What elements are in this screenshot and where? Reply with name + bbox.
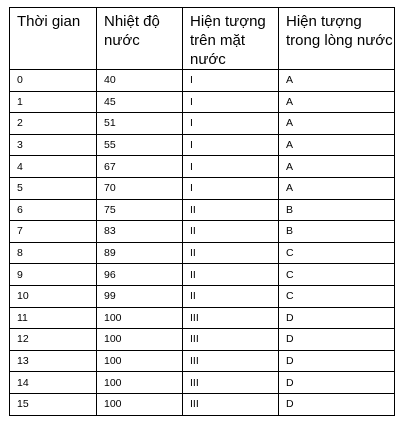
table-body <box>10 70 395 416</box>
cell-nhiet-do: 45 <box>97 91 183 113</box>
cell-tren-mat-nuoc: III <box>183 307 279 329</box>
cell-thoi-gian: 5 <box>10 177 97 199</box>
table-row <box>10 199 395 221</box>
cell-thoi-gian: 3 <box>10 134 97 156</box>
data-table <box>9 7 395 416</box>
cell-tren-mat-nuoc: I <box>183 134 279 156</box>
cell-trong-long-nuoc: D <box>279 350 395 372</box>
cell-thoi-gian: 2 <box>10 113 97 135</box>
cell-thoi-gian: 7 <box>10 221 97 243</box>
table-row <box>10 285 395 307</box>
cell-nhiet-do: 100 <box>97 372 183 394</box>
cell-nhiet-do: 55 <box>97 134 183 156</box>
cell-nhiet-do: 96 <box>97 264 183 286</box>
cell-nhiet-do: 100 <box>97 329 183 351</box>
cell-thoi-gian: 0 <box>10 70 97 92</box>
cell-tren-mat-nuoc: III <box>183 350 279 372</box>
cell-trong-long-nuoc: D <box>279 307 395 329</box>
cell-thoi-gian: 6 <box>10 199 97 221</box>
table-row <box>10 177 395 199</box>
cell-trong-long-nuoc: A <box>279 177 395 199</box>
cell-tren-mat-nuoc: III <box>183 372 279 394</box>
table-row <box>10 329 395 351</box>
header-hien-tuong-tren-mat-nuoc: Hiện tượng trên mặt nước <box>183 8 279 70</box>
header-nhiet-do-nuoc: Nhiệt độ nước <box>97 8 183 70</box>
cell-tren-mat-nuoc: II <box>183 285 279 307</box>
cell-thoi-gian: 14 <box>10 372 97 394</box>
cell-trong-long-nuoc: B <box>279 221 395 243</box>
cell-tren-mat-nuoc: III <box>183 393 279 415</box>
cell-trong-long-nuoc: C <box>279 285 395 307</box>
cell-thoi-gian: 1 <box>10 91 97 113</box>
cell-tren-mat-nuoc: I <box>183 70 279 92</box>
cell-trong-long-nuoc: A <box>279 156 395 178</box>
cell-nhiet-do: 75 <box>97 199 183 221</box>
table-row <box>10 156 395 178</box>
cell-trong-long-nuoc: D <box>279 393 395 415</box>
cell-trong-long-nuoc: C <box>279 242 395 264</box>
cell-nhiet-do: 100 <box>97 393 183 415</box>
cell-nhiet-do: 100 <box>97 307 183 329</box>
cell-trong-long-nuoc: B <box>279 199 395 221</box>
header-thoi-gian: Thời gian <box>10 8 97 70</box>
cell-thoi-gian: 15 <box>10 393 97 415</box>
cell-nhiet-do: 67 <box>97 156 183 178</box>
table-row <box>10 393 395 415</box>
table-row <box>10 372 395 394</box>
cell-tren-mat-nuoc: I <box>183 113 279 135</box>
cell-trong-long-nuoc: A <box>279 70 395 92</box>
cell-thoi-gian: 12 <box>10 329 97 351</box>
cell-trong-long-nuoc: C <box>279 264 395 286</box>
cell-nhiet-do: 51 <box>97 113 183 135</box>
cell-tren-mat-nuoc: I <box>183 177 279 199</box>
cell-tren-mat-nuoc: II <box>183 199 279 221</box>
table-row <box>10 113 395 135</box>
cell-tren-mat-nuoc: I <box>183 91 279 113</box>
cell-trong-long-nuoc: D <box>279 372 395 394</box>
cell-tren-mat-nuoc: I <box>183 156 279 178</box>
cell-thoi-gian: 8 <box>10 242 97 264</box>
cell-nhiet-do: 99 <box>97 285 183 307</box>
cell-thoi-gian: 4 <box>10 156 97 178</box>
table-row <box>10 307 395 329</box>
cell-nhiet-do: 89 <box>97 242 183 264</box>
cell-trong-long-nuoc: D <box>279 329 395 351</box>
table-row <box>10 91 395 113</box>
cell-trong-long-nuoc: A <box>279 134 395 156</box>
table-row <box>10 242 395 264</box>
cell-tren-mat-nuoc: III <box>183 329 279 351</box>
table-row <box>10 350 395 372</box>
table-row <box>10 134 395 156</box>
cell-trong-long-nuoc: A <box>279 91 395 113</box>
cell-thoi-gian: 9 <box>10 264 97 286</box>
cell-nhiet-do: 70 <box>97 177 183 199</box>
cell-nhiet-do: 83 <box>97 221 183 243</box>
table-row <box>10 264 395 286</box>
header-row <box>10 8 395 70</box>
cell-thoi-gian: 13 <box>10 350 97 372</box>
table-header <box>10 8 395 70</box>
cell-trong-long-nuoc: A <box>279 113 395 135</box>
cell-tren-mat-nuoc: II <box>183 264 279 286</box>
header-hien-tuong-trong-long-nuoc: Hiện tượng trong lòng nước <box>279 8 395 70</box>
cell-thoi-gian: 10 <box>10 285 97 307</box>
cell-thoi-gian: 11 <box>10 307 97 329</box>
table-row <box>10 70 395 92</box>
cell-tren-mat-nuoc: II <box>183 242 279 264</box>
cell-nhiet-do: 100 <box>97 350 183 372</box>
cell-tren-mat-nuoc: II <box>183 221 279 243</box>
cell-nhiet-do: 40 <box>97 70 183 92</box>
table-row <box>10 221 395 243</box>
